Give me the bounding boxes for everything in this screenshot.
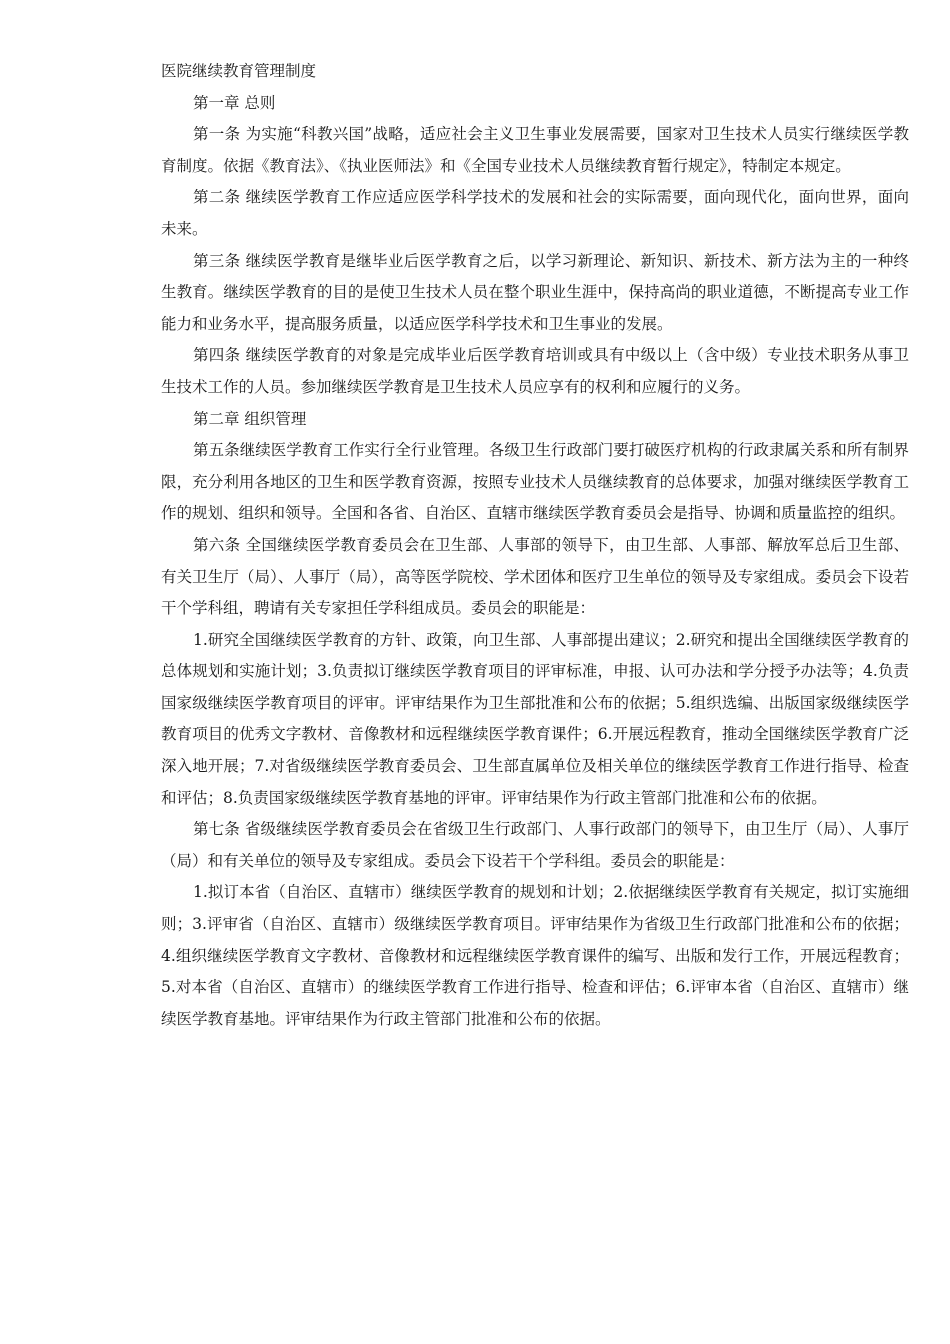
article-2: 第二条 继续医学教育工作应适应医学科学技术的发展和社会的实际需要，面向现代化，面向世界，面向未来。 xyxy=(161,188,909,238)
article-3: 第三条 继续医学教育是继毕业后医学教育之后，以学习新理论、新知识、新技术、新方法为主的一种终生教育。继续医学教育的目的是使卫生技术人员在整个职业生涯中，保持高尚的职业道德，不断提高专业工作能力和业务水平，提高服务质量，以适应医学科学技术和卫生事业的发展。 xyxy=(161,251,909,333)
article-1: 第一条 为实施“科教兴国”战略，适应社会主义卫生事业发展需要，国家对卫生技术人员实行继续医学教育制度。依据《教育法》、《执业医师法》和《全国专业技术人员继续教育暂行规定》，特制定本规定。 xyxy=(161,125,909,175)
article-7: 第七条 省级继续医学教育委员会在省级卫生行政部门、人事行政部门的领导下，由卫生厅（局）、人事厅（局）和有关单位的领导及专家组成。委员会下设若干个学科组。委员会的职能是： xyxy=(161,820,909,870)
article-7-functions: 1.拟订本省（自治区、直辖市）继续医学教育的规划和计划；2.依据继续医学教育有关规定，拟订实施细则；3.评审省（自治区、直辖市）级继续医学教育项目。评审结果作为省级卫生行政部门批准和公布的依据；4.组织继续医学教育文字教材、音像教材和远程继续医学教育课件的编写、出版和发行工作，开展远程教育；5.对本省（自治区、直辖市）的继续医学教育工作进行指导、检查和评估；6.评审本省（自治区、直辖市）继续医学教育基地。评审结果作为行政主管部门批准和公布的依据。 xyxy=(161,883,909,1028)
article-6-functions: 1.研究全国继续医学教育的方针、政策，向卫生部、人事部提出建议；2.研究和提出全国继续医学教育的总体规划和实施计划；3.负责拟订继续医学教育项目的评审标准，申报、认可办法和学分授予办法等；4.负责国家级继续医学教育项目的评审。评审结果作为卫生部批准和公布的依据；5.组织选编、出版国家级继续医学教育项目的优秀文字教材、音像教材和远程继续医学教育课件；6.开展远程教育，推动全国继续医学教育广泛深入地开展；7.对省级继续医学教育委员会、卫生部直属单位及相关单位的继续医学教育工作进行指导、检查和评估；8.负责国家级继续医学教育基地的评审。评审结果作为行政主管部门批准和公布的依据。 xyxy=(161,630,909,807)
article-4: 第四条 继续医学教育的对象是完成毕业后医学教育培训或具有中级以上（含中级）专业技术职务从事卫生技术工作的人员。参加继续医学教育是卫生技术人员应享有的权利和应履行的义务。 xyxy=(161,346,909,396)
document-body xyxy=(161,56,909,1035)
article-5: 第五条继续医学教育工作实行全行业管理。各级卫生行政部门要打破医疗机构的行政隶属关系和所有制界限，充分利用各地区的卫生和医学教育资源，按照专业技术人员继续教育的总体要求，加强对继续医学教育工作的规划、组织和领导。全国和各省、自治区、直辖市继续医学教育委员会是指导、协调和质量监控的组织。 xyxy=(161,441,909,523)
article-6: 第六条 全国继续医学教育委员会在卫生部、人事部的领导下，由卫生部、人事部、解放军总后卫生部、有关卫生厅（局）、人事厅（局），高等医学院校、学术团体和医疗卫生单位的领导及专家组成。委员会下设若干个学科组，聘请有关专家担任学科组成员。委员会的职能是： xyxy=(161,535,909,618)
chapter-1-heading: 第一章 总则 xyxy=(193,93,276,112)
chapter-2-heading: 第二章 组织管理 xyxy=(193,409,307,428)
document-title: 医院继续教育管理制度 xyxy=(161,62,317,80)
